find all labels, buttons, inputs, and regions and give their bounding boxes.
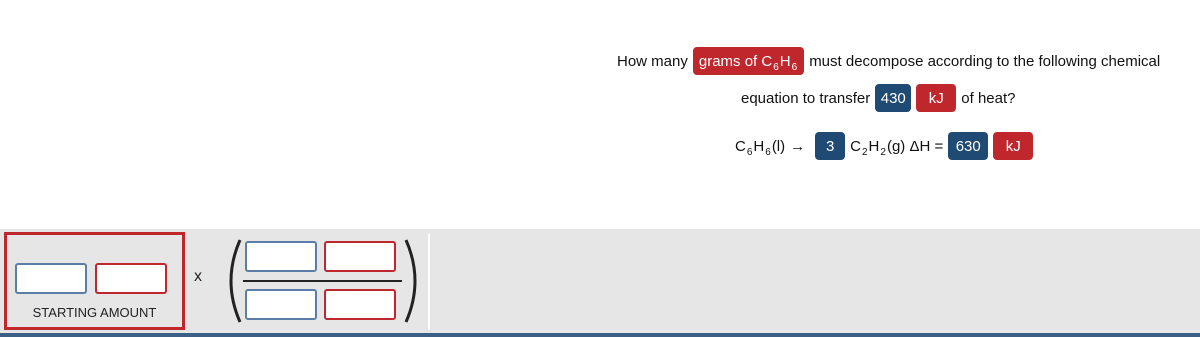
reactant-h: H: [753, 137, 765, 155]
heat-value-chip[interactable]: 430: [875, 84, 911, 112]
delta-h-unit-chip[interactable]: kJ: [993, 132, 1033, 160]
fraction-bar: [243, 280, 402, 282]
product-sub-c: 2: [861, 146, 868, 158]
heat-unit-chip[interactable]: kJ: [916, 84, 956, 112]
right-paren-icon: [398, 236, 428, 326]
denominator-value-slot[interactable]: [245, 289, 317, 320]
bottom-divider: [0, 333, 1200, 337]
reaction-arrow: →: [790, 137, 806, 155]
starting-amount-label: STARTING AMOUNT: [32, 305, 157, 320]
grams-sub-c: 6: [773, 61, 779, 73]
numerator-value-slot[interactable]: [245, 241, 317, 272]
workspace-divider: [428, 234, 430, 330]
question-suffix: must decompose according to the following chemical: [809, 52, 1161, 70]
numerator-unit-slot[interactable]: [324, 241, 396, 272]
multiply-symbol: x: [194, 268, 202, 285]
transfer-prefix: equation to transfer: [741, 89, 871, 107]
reactant-sub-h: 6: [765, 146, 771, 158]
coefficient-chip[interactable]: 3: [815, 132, 845, 160]
question-prefix: How many: [617, 52, 688, 70]
starting-value-slot[interactable]: [15, 263, 87, 294]
starting-unit-slot[interactable]: [95, 263, 167, 294]
grams-chip[interactable]: [693, 47, 804, 75]
question-line-1: [617, 47, 1160, 75]
reactant-state: (l): [771, 137, 786, 155]
product-sub-h: 2: [880, 146, 886, 158]
reactant-sub-c: 6: [746, 146, 753, 158]
denominator-unit-slot[interactable]: [324, 289, 396, 320]
reactant-c: C: [735, 137, 746, 155]
chemical-equation: [735, 132, 1033, 160]
product-h: H: [868, 137, 880, 155]
grams-sub-h: 6: [791, 61, 798, 73]
heat-suffix: of heat?: [961, 89, 1016, 107]
question-line-2: [741, 84, 1015, 112]
delta-h-value-chip[interactable]: 630: [948, 132, 988, 160]
product-state: (g) ΔH =: [886, 137, 944, 155]
product-c: C: [850, 137, 861, 155]
grams-chip-label: grams of C: [698, 52, 773, 70]
starting-amount-box[interactable]: [4, 232, 185, 330]
grams-h: H: [779, 52, 791, 70]
